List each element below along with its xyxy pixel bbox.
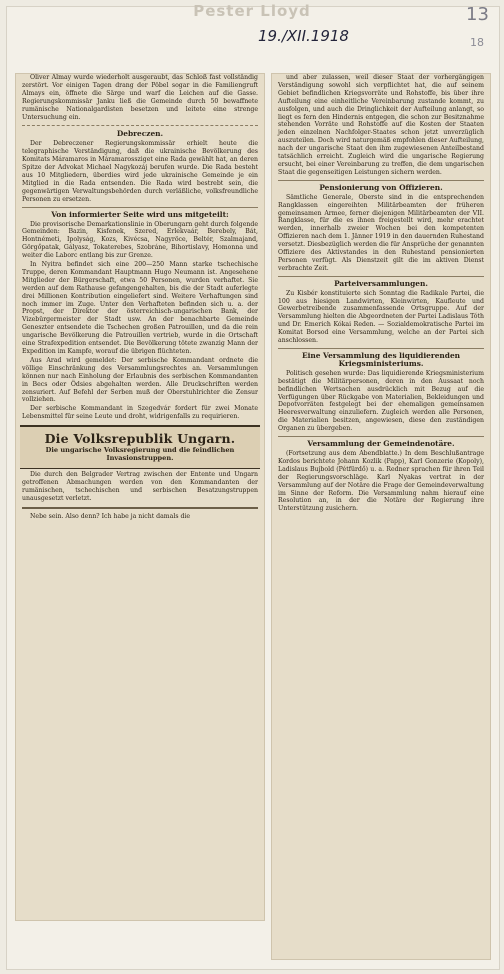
- masthead-stamp: Pester Lloyd: [193, 2, 311, 20]
- section-heading: Parteiversammlungen.: [334, 278, 428, 288]
- section-heading: Eine Versammlung des liquidierenden Kriegsministeriums.: [301, 351, 461, 368]
- section-heading: Versammlung der Gemeindenotäre.: [307, 439, 455, 449]
- main-headline: Die Volksrepublik Ungarn.: [44, 431, 236, 447]
- divider: [278, 180, 484, 181]
- article-footer-line: Nebe sein. Also denn? Ich habe ja nicht damals die: [30, 512, 191, 520]
- main-subheadline: Die ungarische Volksregierung und die feindlichen Invasionstruppen.: [45, 446, 235, 463]
- article-paragraph: Die durch den Belgrader Vertrag zwischen der Entente und Ungarn getroffenen Abmachungen werden von den Kommandanten der rumänischen, tschechischen und serbischen Besatzungstruppen unausgesetzt verletzt.: [22, 470, 258, 502]
- article-paragraph: (Fortsetzung aus dem Abendblatte.) In dem Beschlußantrage Kordos berichtete Johann Kozlik (Papp), Karl Gonzerie (Kopoly), Ladislaus Bujbold (Pétfürdő) u. a. Redner sprachen für ihren Teil der Regierungsvorschläge. Karl Nyakas vertrat in der Versammlung auf der Notäre die Frage der Gemeindeverwaltung im Sinne der Reform. Die Versammlung nahm hierauf eine Resolution an, in der die Notäre der Regierung ihre Unterstützung zusichern.: [278, 449, 484, 513]
- article-paragraph: Der serbische Kommandant in Szegedvár fordert für zwei Monate Lebensmittel für seine Leute und droht, widrigenfalls zu requirieren.: [22, 405, 258, 421]
- article-paragraph: Die provisorische Demarkationslinie in Oberungarn geht durch folgende Gemeinden: Bazin, Kisfenek, Szered, Erlekvaár, Berebely, Bát, Hontnémeti, Ipolyság, Kozs, Kivécsa, Nagyröce, Beltér, Szalmajand, Görgőpatak, Gályasz, Tokaterebes, Szobráne, Bihortislavy, Homonna und weiter die Laborc entlang bis zur Grenze.: [22, 220, 258, 260]
- article-paragraph: Zu Kisbér konstituierte sich Sonntag die Radikale Partei, die 100 aus hiesigen Landwirten, Kleinwirten, Kaufleute und Gewerbetreibende zusammenfassende Ortsgruppe. Auf der Versammlung hielten die Abgeordneten der Partei Ladislaus Tóth und Dr. Emerich Kókai Reden. — Sozialdemokratische Partei im Komitat Borsod eine Versammlung, welche an der Partei sich anschlossen.: [278, 289, 484, 345]
- article-paragraph: In Nyitra befindet sich eine 200—250 Mann starke tschechische Truppe, deren Kommandant Hauptmann Hugo Neumann ist. Angesehene Mitglieder der Bürgerschaft, etwa 50 Personen, wurden verhaftet. Sie werden auf dem Rathause gefangengehalten, bis die der Stadt auferlegte drei Millionen Kontribution eingeliefert sind. Weitere Verhaftungen sind noch immer im Zuge. Unter den Verhafteten befinden sich u. a. der Propst, der Direktor der österreichisch-ungarischen Bank, der Vizebürgermeister der Stadt usw. An der benachbarte Gemeinde Geneszter entsendete die Tschechen großen Patrouillen, und da die rein ungarische Bevölkerung die Patrouillen vertrieb, wurde in die Ortschaft eine Strafexpedition entsendet. Die Bevölkerung tötete zwanzig Mann der Expedition im Kampfe, worauf die übrigen flüchteten.: [22, 261, 258, 355]
- left-clipping: [16, 74, 264, 920]
- section-heading: Pensionierung von Offizieren.: [319, 182, 443, 192]
- article-paragraph: Aus Arad wird gemeldet: Der serbische Kommandant ordnete die völlige Einschränkung des Versammlungsrechtes an. Versammlungen können nur nach Einholung der Erlaubnis des serbischen Kommandanten in Becs oder Ödsies abgehalten werden. Alle Druckschriften werden zensuriert. Auf Befehl der Serben muß der Oberstuhlrichter die Zensur vollziehen.: [22, 356, 258, 404]
- divider: [22, 507, 258, 509]
- page-sub-mark: 18: [470, 36, 484, 49]
- article-paragraph: und aber zulassen, weil dieser Staat der vorhergängigen Verständigung sowohl sich verpflichtet hat, die auf seinem Gebiet befindlichen Kriegsvorräte und Rohstoffe, bis über ihre Aufteilung eine einheitliche Vereinbarung zustande kommt, zu ausfolgen, und auch die Dringlichkeit der Aufteilung anlangt, so liegt es fern den Hindernis entgegen, die schon zur Besitznahme stehenden Vorräte und Rohstoffe auf die Kosten der Staaten jeden einzelnen Nachfolger-Staates schon jetzt unverzüglich auszuteilen. Doch wird naturgemäß empfohlen dieser Aufteilung, nach der ungarische Staat den ihm zugewiesenen Anteilbestand tatsächlich erreicht. Zugleich wird die ungarische Regierung ersucht, bei einer Vereinbarung zu treffen, die dem ungarischen Staat die gegenseitigen Leistungen sichern werden.: [278, 74, 484, 176]
- right-clipping: [272, 74, 490, 959]
- article-paragraph: Der Debreczener Regierungskommissär erhielt heute die telegraphische Verständigung, daß die ukrainische Bevölkerung des Komitats Máramaros in Máramarossziget eine Rada gewählt hat, an deren Spitze der Advokat Michael Nagykozáj berufen wurde. Die Rada besteht aus 10 Mitgliedern, überdies wird jede ukrainische Gemeinde je ein Mitglied in die Rada entsenden. Die Rada wird bestrebt sein, die gegenwärtigen Verwaltungsbehörden durch verläßliche, volksfreundliche Personen zu ersetzen.: [22, 140, 258, 203]
- divider: [278, 276, 484, 277]
- handwritten-date: 19./XII.1918: [258, 27, 349, 45]
- article-paragraph: Politisch gesehen wurde: Das liquidierende Kriegsministerium bestätigt die Militärpersonen, deren in den Aussaat noch befindlichen Wertsachen ausdrücklich mit Bezug auf die Verfügungen über Rückgabe von Materialien, Bekleidungen und Depotvorräten festgelegt bei der ehemaligen gemeinsamen Heeresverwaltung einzuliefern. Zugleich werden alle Personen, die Materialien besitzen, angewiesen, diese den zuständigen Organen zu übergeben.: [278, 369, 484, 433]
- article-paragraph: Oliver Almay wurde wiederholt ausgeraubt, das Schloß fast vollständig zerstört. Vor einigen Tagen drang der Pöbel sogar in die Familiengruft Almays ein, öffnete die Särge und warf die Leichen auf die Gasse. Regierungskommissär Janku ließ die Gemeinde durch 50 bewaffnete rumänische Nationalgardisten besetzen und leitete eine strenge Untersuchung ein.: [22, 74, 258, 121]
- headline-box: [20, 425, 260, 469]
- divider: [22, 125, 258, 126]
- divider: [278, 436, 484, 437]
- divider: [278, 348, 484, 349]
- section-heading: Von informierter Seite wird uns mitgeteilt:: [51, 209, 229, 219]
- section-heading: Debreczen.: [116, 129, 164, 139]
- divider: [22, 207, 258, 208]
- page-number-mark: 13: [466, 4, 489, 25]
- article-paragraph: Sämtliche Generale, Oberste sind in die entsprechenden Rangklassen eingereihten Militärbeamten der früheren gemeinsamen Armee, ferner diejenigen Militärbeamten der VII. Rangklasse, für die es ihnen freigestellt wird, mehr erachtet werden, innerhalb zweier Wochen bei den kompetenten Offizieren nach dem 1. Jänner 1919 in den dauernden Ruhestand versetzt. Diesbezüglich werden die für Ansprüche der genannten Offiziere des Aktivstandes in den Ruhestand pensionierten Personen verfügt. Als Dienstzeit gilt die im aktiven Dienst verbrachte Zeit.: [278, 193, 484, 272]
